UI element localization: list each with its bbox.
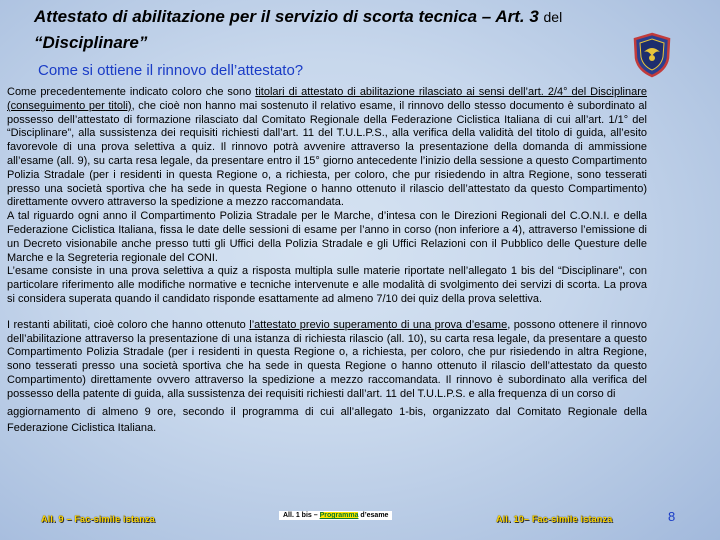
title-main: Attestato di abilitazione per il servizio di scorta tecnica – Art. 3 <box>34 7 544 26</box>
page-number: 8 <box>668 509 676 524</box>
link-all-10[interactable]: All. 10– Fac-simile istanza <box>496 514 613 524</box>
title-small: del <box>543 9 563 25</box>
p1-text-a: Come precedentemente indicato coloro che sono <box>7 86 256 98</box>
paragraph-2 <box>7 319 647 402</box>
link-all-1bis[interactable] <box>279 511 392 520</box>
paragraph-1 <box>7 86 647 210</box>
all-1bis-highlight: Programma <box>319 512 359 519</box>
body-text <box>7 86 647 436</box>
title-line2: “Disciplinare” <box>34 33 148 52</box>
slide-subtitle: Come si ottiene il rinnovo dell’attestato? <box>38 62 304 79</box>
p1-underlined: titolari di attestato di abilitazione rilasciato ai sensi dell’art. 2/4° del Disciplinare (conseguimento per titoli) <box>7 86 647 112</box>
p2-underlined: l’attestato previo superamento di una prova d’esame <box>249 318 508 331</box>
link-all-9[interactable]: All. 9 – Fac-simile istanza <box>41 514 155 524</box>
p2-text-a: I restanti abilitati, cioè coloro che hanno ottenuto <box>7 318 250 331</box>
slide-title <box>34 4 634 56</box>
all-1bis-suffix: d’esame <box>358 512 389 519</box>
paragraph-1d: L’esame consiste in una prova selettiva a quiz a risposta multipla sulle materie riportate nell’allegato 1 bis del “Disciplinare”, con particolare riferimento alle modifiche normative e tecniche intervenute e alle modalità di svolgimento dei servizi di scorta. La prova si considera superata quando il candidato risponde esattamente ad almeno 7/10 dei quiz della prova selettiva. <box>7 265 647 305</box>
police-emblem-icon <box>632 32 672 78</box>
p1-text-b: , che cioè non hanno mai sostenuto il relativo esame, il rinnovo dello stesso documento è subordinato al possesso dell’attestato di formazione rilasciato dal Comitato Regionale della Federazione Ciclistica Italiana di cui all’art. 1/1° del “Disciplinare”, alla sussistenza dei requisiti richiesti dall’art. 11 del T.U.L.P.S., alla verifica della validità del titolo di guida, all’esito favorevole di una prova selettiva a quiz. Il rinnovo potrà avvenire attraverso la presentazione della domanda di ammissione all’esame (all. 9), su carta resa legale, da presentare entro il 15° giorno antecedente l’inizio della sessione a questo Compartimento Polizia Stradale (per i residenti in questa Regione o, a richiesta, per coloro, che pur risiedendo in altra Regione, sono tesserati presso una società sportiva che ha sede in questa Regione o hanno ottenuto il rilascio dell’attestato da questo Compartimento) direttamente ovvero attraverso la spedizione a mezzo raccomandata. <box>7 99 647 209</box>
paragraph-1c: A tal riguardo ogni anno il Compartimento Polizia Stradale per le Marche, d’intesa con le Direzioni Regionali del C.O.N.I. e della Federazione Ciclistica Italiana, fissa le date delle sessioni di esame per l’anno in corso (non inferiore a 4), attraverso l’emissione di un Decreto visionabile anche presso tutti gli Uffici della Polizia Stradale e gli Uffici Relazioni con il Pubblico delle Questure delle Marche e la Segreteria regionale del CONI. <box>7 210 647 264</box>
p2-text-b: , possono ottenere il rinnovo dell’abilitazione attraverso la presentazione di una istanza di richiesta rilascio (all. 10), su carta resa legale, da presentare a questo Compartimento Polizia Stradale (per i residenti in questa Regione o, a richiesta, per coloro, che pur risiedendo in altra Regione, sono tesserati presso una società sportiva che ha sede in questa Regione o hanno ottenuto il rilascio dell’attestato da questo Compartimento) direttamente ovvero attraverso la spedizione a mezzo raccomandata. Il rinnovo è subordinato alla verifica del possesso della patente di guida, alla sussistenza dei requisiti richiesti dall’art. 11 del T.U.L.P.S. e alla frequenza di un corso di <box>7 318 647 400</box>
all-1bis-prefix: All. 1 bis – <box>283 512 320 519</box>
paragraph-3: aggiornamento di almeno 9 ore, secondo il programma di cui all’allegato 1-bis, organizzato dal Comitato Regionale della Federazione Ciclistica Italiana. <box>7 405 647 434</box>
